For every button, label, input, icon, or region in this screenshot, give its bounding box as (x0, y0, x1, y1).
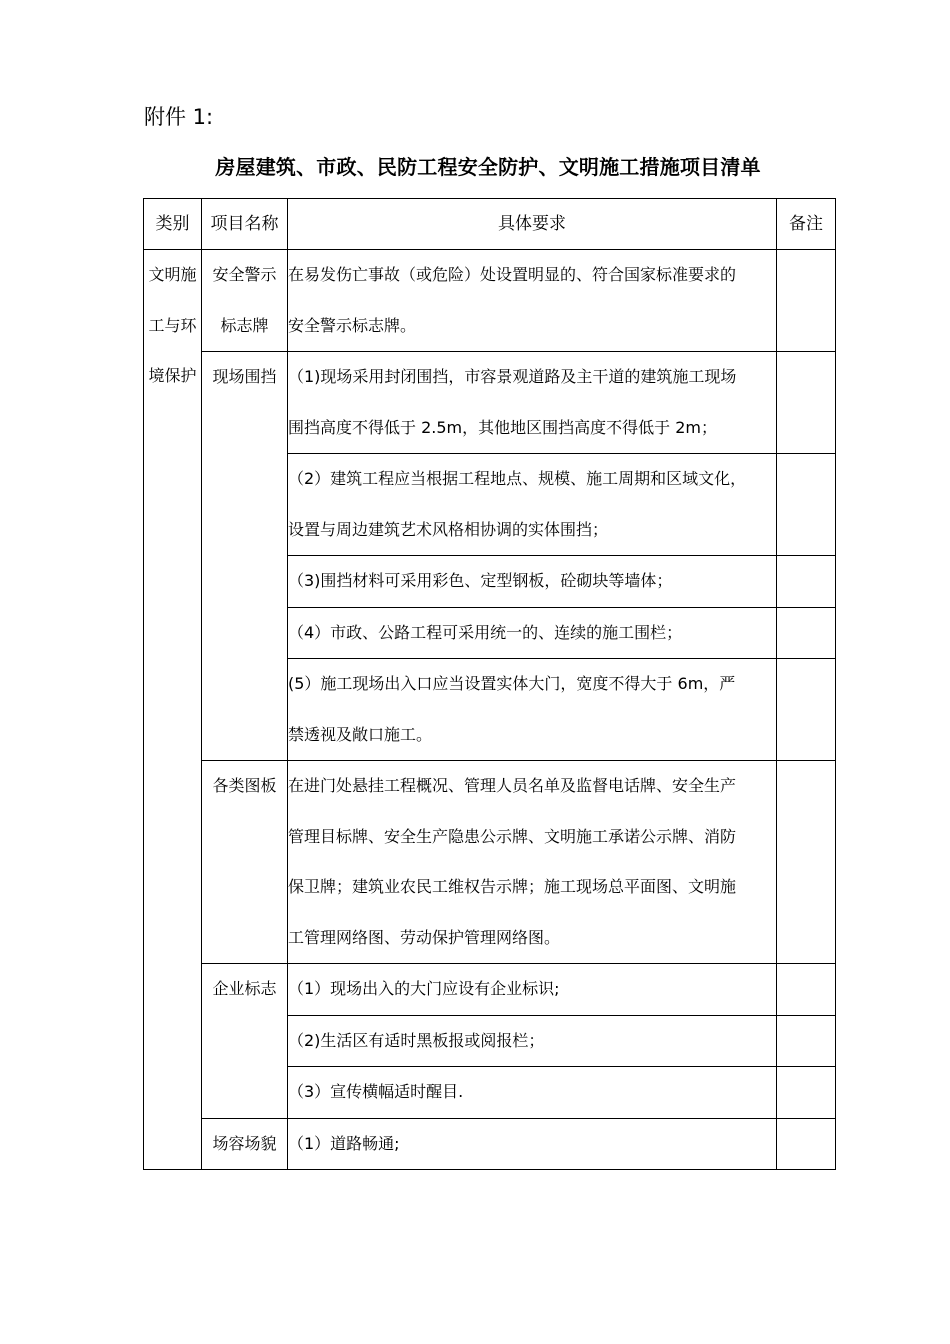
requirement-line: （1)现场采用封闭围挡，市容景观道路及主干道的建筑施工现场 (288, 367, 737, 386)
remark-cell (777, 1015, 836, 1067)
requirement-line: （3)围挡材料可采用彩色、定型钢板，砼砌块等墙体； (288, 571, 673, 590)
requirement-cell (288, 1118, 777, 1170)
item-name-cell (202, 250, 288, 352)
requirement-line: （1）现场出入的大门应设有企业标识; (288, 979, 560, 998)
table-row (144, 761, 836, 964)
requirement-cell (288, 1067, 777, 1119)
requirement-line: (5）施工现场出入口应当设置实体大门，宽度不得大于 6m，严 (288, 674, 736, 693)
requirement-line: （4）市政、公路工程可采用统一的、连续的施工围栏； (288, 622, 683, 642)
requirement-line: （3）宣传横幅适时醒目. (288, 1082, 464, 1101)
requirement-line: （2）建筑工程应当根据工程地点、规模、施工周期和区域文化， (288, 469, 747, 488)
requirement-line: 管理目标牌、安全生产隐患公示牌、文明施工承诺公示牌、消防 (288, 826, 737, 846)
item-name-cell (202, 352, 288, 761)
table-row (144, 964, 836, 1016)
requirement-line: （2)生活区有适时黑板报或阅报栏； (288, 1030, 545, 1050)
attachment-label: 附件 1: (144, 105, 214, 129)
header-requirement: 具体要求 (288, 199, 777, 250)
remark-cell (777, 607, 836, 659)
table-row (144, 352, 836, 454)
item-name-cell (202, 964, 288, 1119)
item-name-cell (202, 761, 288, 964)
requirement-cell (288, 607, 777, 659)
remark-cell (777, 352, 836, 454)
requirement-cell (288, 1015, 777, 1067)
measures-table (143, 198, 836, 1170)
requirement-cell (288, 454, 777, 556)
remark-cell (777, 761, 836, 964)
header-item-name: 项目名称 (202, 199, 288, 250)
remark-cell (777, 556, 836, 608)
requirement-cell (288, 659, 777, 761)
item-name-line: 安全警示 (212, 265, 277, 284)
requirement-cell (288, 352, 777, 454)
item-name-line: 各类图板 (212, 776, 277, 795)
table-row (144, 250, 836, 352)
item-name-cell (202, 1118, 288, 1170)
remark-cell (777, 659, 836, 761)
requirement-line: （1）道路畅通; (288, 1133, 400, 1153)
category-cell (144, 250, 202, 1170)
remark-cell (777, 964, 836, 1016)
requirement-line: 安全警示标志牌。 (288, 315, 417, 335)
item-name-line: 现场围挡 (212, 367, 277, 386)
remark-cell (777, 1067, 836, 1119)
requirement-line: 工管理网络图、劳动保护管理网络图。 (288, 927, 561, 947)
item-name-line: 企业标志 (212, 979, 277, 998)
requirement-line: 围挡高度不得低于 2.5m，其他地区围挡高度不得低于 2m； (288, 417, 717, 437)
requirement-line: 禁透视及敞口施工。 (288, 724, 433, 744)
requirement-cell (288, 250, 777, 352)
header-category: 类别 (144, 199, 202, 250)
requirement-cell (288, 761, 777, 964)
table-row (144, 1118, 836, 1170)
requirement-line: 在易发伤亡事故（或危险）处设置明显的、符合国家标准要求的 (288, 265, 737, 284)
requirement-cell (288, 964, 777, 1016)
category-line: 工与环 (148, 315, 197, 335)
remark-cell (777, 454, 836, 556)
document-title: 房屋建筑、市政、民防工程安全防护、文明施工措施项目清单 (215, 155, 761, 179)
requirement-cell (288, 556, 777, 608)
requirement-line: 在进门处悬挂工程概况、管理人员名单及监督电话牌、安全生产 (288, 776, 737, 795)
requirement-line: 保卫牌；建筑业农民工维权告示牌；施工现场总平面图、文明施 (288, 877, 737, 896)
remark-cell (777, 1118, 836, 1170)
table-header-row (144, 199, 836, 250)
header-remark: 备注 (777, 199, 836, 250)
category-line: 境保护 (148, 366, 197, 385)
item-name-line: 标志牌 (220, 315, 269, 335)
item-name-line: 场容场貌 (212, 1133, 277, 1153)
requirement-line: 设置与周边建筑艺术风格相协调的实体围挡； (288, 519, 609, 539)
remark-cell (777, 250, 836, 352)
category-line: 文明施 (148, 265, 197, 284)
